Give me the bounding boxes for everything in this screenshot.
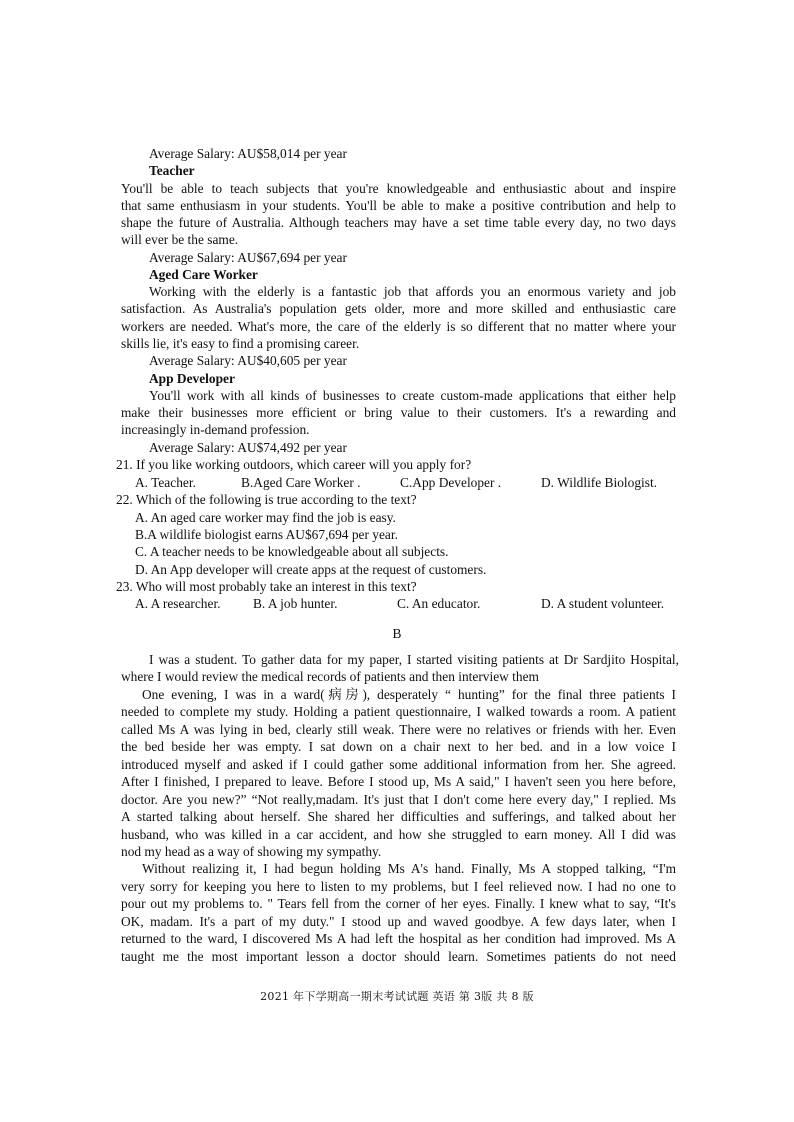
question-22: 22. Which of the following is true according to the text? — [116, 492, 417, 507]
question-23: 23. Who will most probably take an interest in this text? — [116, 579, 417, 594]
paragraph-line: nod my head as a way of showing my sympathy. — [121, 844, 382, 859]
paragraph-line: introduced myself and asked if I could gather some additional information from her. She agreed. — [121, 757, 676, 772]
teacher-line: You'll be able to teach subjects that you're knowledgeable and enthusiastic about and inspire — [121, 181, 676, 196]
paragraph-line: doctor. Are you new?” “Not really,madam. It's just that I don't come here every day," I replied. Ms — [121, 792, 676, 807]
aged-care-line: skills lie, it's easy to find a promising career. — [121, 336, 360, 351]
section-title: B — [392, 626, 402, 641]
aged-care-line: satisfaction. As Australia's population gets older, more and more skilled and enthusiastic care — [121, 301, 676, 316]
teacher-line: will ever be the same. — [121, 232, 239, 247]
paragraph-line: the bed beside her was empty. I sat down on a chair next to her bed. and in a low voice I — [121, 739, 676, 754]
paragraph-line: pour out my problems to. " Tears fell from the corner of her eyes. Finally. I knew what to say, “It's — [121, 896, 676, 911]
option-a: A. An aged care worker may find the job is easy. — [135, 510, 396, 525]
option-c: C. A teacher needs to be knowledgeable about all subjects. — [135, 544, 449, 559]
option-d: D. Wildlife Biologist. — [541, 475, 658, 490]
paragraph-line: returned to the ward, I discovered Ms A had left the hospital as her condition had improved. Ms A — [121, 931, 676, 946]
aged-care-line: workers are needed. What's more, the care of the elderly is so different that no matter where your — [121, 319, 676, 334]
paragraph-line: husband, who was killed in a car accident, and how she struggled to earn money. All I did was — [121, 827, 676, 842]
paragraph-line: OK, madam. It's a part of my duty." I stood up and waved goodbye. A few days later, when I — [121, 914, 676, 929]
option-b: B. A job hunter. — [253, 596, 338, 611]
paragraph-line: One evening, I was in a ward(病房), desperately “ hunting” for the final three patients I — [142, 687, 676, 702]
question-21: 21. If you like working outdoors, which career will you apply for? — [116, 457, 472, 472]
paragraph-line: A started talking about herself. She shared her difficulties and sufferings, and talked about her — [121, 809, 676, 824]
page-footer: 2021 年下学期高一期末考试试题 英语 第 3版 共 8 版 — [260, 990, 534, 1003]
paragraph-line: I was a student. To gather data for my paper, I started visiting patients at Dr Sardjito Hospital, — [149, 652, 679, 667]
aged-care-line: Working with the elderly is a fantastic job that affords you an enormous variety and job — [149, 284, 676, 299]
teacher-salary: Average Salary: AU$67,694 per year — [149, 250, 347, 265]
option-b: B.A wildlife biologist earns AU$67,694 per year. — [135, 527, 398, 542]
wildlife-biologist-salary: Average Salary: AU$58,014 per year — [149, 146, 347, 161]
option-b: B.Aged Care Worker . — [241, 475, 361, 490]
option-c: C.App Developer . — [400, 475, 502, 490]
paragraph-line: After I finished, I prepared to leave. Before I stood up, Ms A said," I haven't seen you here before, — [121, 774, 676, 789]
question-21-options — [0, 474, 794, 491]
paragraph-line: called Ms A was lying in bed, clearly still weak. There were no relatives or friends with her. Even — [121, 722, 676, 737]
aged-care-salary: Average Salary: AU$40,605 per year — [149, 353, 347, 368]
paragraph-line: very sorry for keeping you here to listen to my problems, but I feel relieved now. I had no one to — [121, 879, 676, 894]
aged-care-heading: Aged Care Worker — [149, 267, 258, 282]
option-a: A. A researcher. — [135, 596, 221, 611]
option-c: C. An educator. — [397, 596, 481, 611]
option-d: D. A student volunteer. — [541, 596, 665, 611]
option-a: A. Teacher. — [135, 475, 196, 490]
paragraph-line: needed to complete my study. Holding a patient questionnaire, I walked towards a room. A patient — [121, 704, 676, 719]
question-23-options — [0, 595, 794, 612]
app-developer-salary: Average Salary: AU$74,492 per year — [149, 440, 347, 455]
teacher-line: that same enthusiasm in your students. You'll be able to make a positive contribution and help to — [121, 198, 676, 213]
teacher-line: shape the future of Australia. Although teachers may have a set time table every day, no two days — [121, 215, 676, 230]
paragraph-line: Without realizing it, I had begun holding Ms A's hand. Finally, Ms A stopped talking, “I'm — [142, 861, 676, 876]
paragraph-line: taught me the most important lesson a doctor should learn. Sometimes patients do not need — [121, 949, 676, 964]
app-developer-line: increasingly in-demand profession. — [121, 422, 310, 437]
option-d: D. An App developer will create apps at the request of customers. — [135, 562, 487, 577]
app-developer-line: You'll work with all kinds of businesses to create custom-made applications that either help — [149, 388, 676, 403]
teacher-heading: Teacher — [149, 163, 195, 178]
app-developer-heading: App Developer — [149, 371, 235, 386]
app-developer-line: make their businesses more efficient or bring value to their customers. It's a rewarding and — [121, 405, 676, 420]
paragraph-line: where I would review the medical records of patients and then interview them — [121, 669, 539, 684]
